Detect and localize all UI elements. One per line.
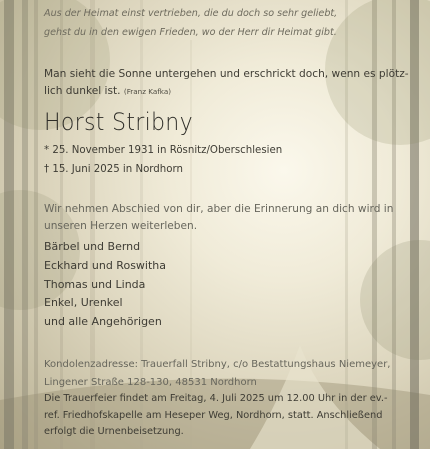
saying-author: (Franz Kafka) <box>123 87 172 96</box>
farewell-line-1: Wir nehmen Abschied von dir, aber die Erinnerung an dich wird in <box>44 203 394 215</box>
life-dates <box>44 141 282 179</box>
mourner-4: Enkel, Urenkel <box>44 296 123 310</box>
funeral-service-info <box>44 391 388 441</box>
farewell-text <box>44 201 393 235</box>
quote-line-2: gehst du in den ewigen Frieden, wo der Herr dir Heimat gibt. <box>44 27 337 38</box>
saying-line-1: Man sieht die Sonne untergehen und erschrickt doch, wenn es plötz- <box>44 68 409 80</box>
kafka-saying <box>44 66 409 100</box>
saying-line-2 <box>44 83 409 100</box>
mourner-2: Eckhard und Roswitha <box>44 258 166 272</box>
condolence-address <box>44 356 391 392</box>
birth-date: * 25. November 1931 in Rösnitz/Oberschlesien <box>44 145 283 156</box>
death-date: † 15. Juni 2025 in Nordhorn <box>44 164 183 175</box>
service-line-2: ref. Friedhofskapelle am Heseper Weg, Nordhorn, statt. Anschließend <box>44 409 383 421</box>
mourner-3: Thomas und Linda <box>44 277 146 291</box>
service-line-3: erfolgt die Urnenbeisetzung. <box>44 426 184 437</box>
mourner-1: Bärbel und Bernd <box>44 240 141 253</box>
mourners-list <box>44 238 166 332</box>
farewell-line-2: unseren Herzen weiterleben. <box>44 220 198 232</box>
condolence-line-1: Kondolenzadresse: Trauerfall Stribny, c/o Bestattungshaus Niemeyer, <box>44 359 391 370</box>
opening-quote <box>44 4 337 42</box>
deceased-name: Horst Stribny <box>44 108 193 136</box>
quote-line-1: Aus der Heimat einst vertrieben, die du doch so sehr geliebt, <box>44 8 338 19</box>
condolence-line-2: Lingener Straße 128-130, 48531 Nordhorn <box>44 377 257 388</box>
mourner-5: und alle Angehörigen <box>44 315 162 329</box>
service-line-1: Die Trauerfeier findet am Freitag, 4. Juli 2025 um 12.00 Uhr in der ev.- <box>44 393 388 404</box>
saying-line-2-text: lich dunkel ist. <box>44 85 121 97</box>
